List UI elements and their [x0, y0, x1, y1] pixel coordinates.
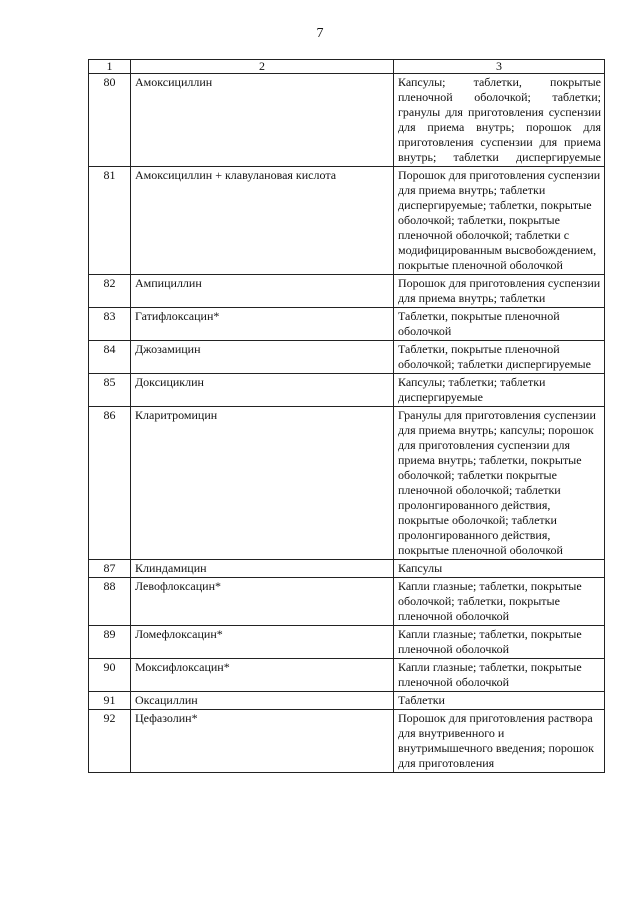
table-row	[89, 275, 605, 308]
table-row	[89, 692, 605, 710]
dosage-forms: Капсулы; таблетки, покрытые пленочной оболочкой; таблетки; гранулы для приготовления суспензии для приема внутрь; порошок для приготовления суспензии для приема внутрь; таблетки диспергируемые	[394, 74, 605, 167]
row-number: 80	[89, 74, 131, 167]
row-number: 88	[89, 578, 131, 626]
column-header-number: 1	[89, 60, 131, 74]
drug-name: Моксифлоксацин*	[131, 659, 394, 692]
table-row	[89, 74, 605, 167]
dosage-forms: Порошок для приготовления суспензии для приема внутрь; таблетки	[394, 275, 605, 308]
drug-name: Кларитромицин	[131, 407, 394, 560]
page-number: 7	[316, 26, 324, 41]
table-row	[89, 578, 605, 626]
dosage-forms: Порошок для приготовления суспензии для приема внутрь; таблетки диспергируемые; таблетки, покрытые оболочкой; таблетки, покрытые пленочной оболочкой; таблетки с модифицированным высвобождением, покрытые пленочной оболочкой	[394, 167, 605, 275]
drug-name: Ломефлоксацин*	[131, 626, 394, 659]
drug-name: Джозамицин	[131, 341, 394, 374]
row-number: 89	[89, 626, 131, 659]
drug-name: Клиндамицин	[131, 560, 394, 578]
dosage-forms: Таблетки, покрытые пленочной оболочкой; таблетки диспергируемые	[394, 341, 605, 374]
drug-name: Цефазолин*	[131, 710, 394, 773]
row-number: 91	[89, 692, 131, 710]
dosage-forms: Капли глазные; таблетки, покрытые оболочкой; таблетки, покрытые пленочной оболочкой	[394, 578, 605, 626]
table-row	[89, 341, 605, 374]
drug-name: Ампициллин	[131, 275, 394, 308]
drug-name: Амоксициллин + клавулановая кислота	[131, 167, 394, 275]
dosage-forms: Капсулы	[394, 560, 605, 578]
table-row	[89, 374, 605, 407]
dosage-forms: Капли глазные; таблетки, покрытые пленочной оболочкой	[394, 659, 605, 692]
row-number: 82	[89, 275, 131, 308]
drug-name: Левофлоксацин*	[131, 578, 394, 626]
row-number: 90	[89, 659, 131, 692]
drug-name: Оксациллин	[131, 692, 394, 710]
column-header-forms: 3	[394, 60, 605, 74]
column-header-name: 2	[131, 60, 394, 74]
drug-table	[88, 59, 605, 773]
table-row	[89, 626, 605, 659]
table-row	[89, 407, 605, 560]
table-header-row	[89, 60, 605, 74]
row-number: 92	[89, 710, 131, 773]
dosage-forms: Гранулы для приготовления суспензии для приема внутрь; капсулы; порошок для приготовления суспензии для приема внутрь; таблетки, покрытые оболочкой; таблетки покрытые пленочной оболочкой; таблетки пролонгированного действия, покрытые оболочкой; таблетки пролонгированного действия, покрытые пленочной оболочкой	[394, 407, 605, 560]
table-row	[89, 659, 605, 692]
row-number: 81	[89, 167, 131, 275]
dosage-forms: Порошок для приготовления раствора для внутривенного и внутримышечного введения; порошок для приготовления	[394, 710, 605, 773]
row-number: 86	[89, 407, 131, 560]
drug-name: Доксициклин	[131, 374, 394, 407]
table-row	[89, 710, 605, 773]
row-number: 84	[89, 341, 131, 374]
drug-name: Амоксициллин	[131, 74, 394, 167]
dosage-forms: Таблетки, покрытые пленочной оболочкой	[394, 308, 605, 341]
row-number: 87	[89, 560, 131, 578]
dosage-forms: Капсулы; таблетки; таблетки диспергируемые	[394, 374, 605, 407]
table-row	[89, 560, 605, 578]
row-number: 85	[89, 374, 131, 407]
dosage-forms: Капли глазные; таблетки, покрытые пленочной оболочкой	[394, 626, 605, 659]
table-row	[89, 167, 605, 275]
dosage-forms: Таблетки	[394, 692, 605, 710]
row-number: 83	[89, 308, 131, 341]
drug-name: Гатифлоксацин*	[131, 308, 394, 341]
table-row	[89, 308, 605, 341]
